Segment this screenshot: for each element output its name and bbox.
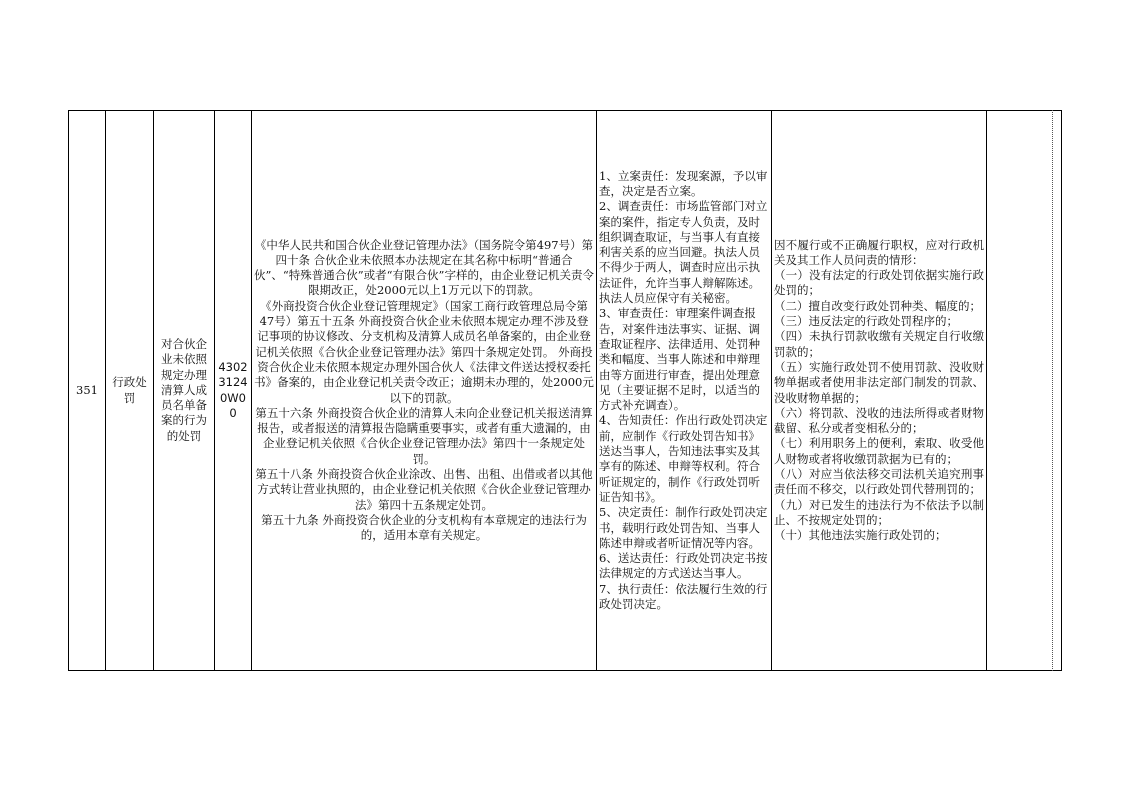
basis-paragraph: 《外商投资合伙企业登记管理规定》（国家工商行政管理总局令第47号）第五十五条 外商投资合伙企业未依照本规定办理不涉及登记事项的协议修改、分支机构及清算人成员名单备案的，由企业登记机关依照《合伙企业登记管理办法》第四十条规定处罚。 外商投资合伙企业未依照本规定办理外国合伙人《法律文件送达授权委托书》备案的，由企业登记机关责令改正；逾期未办理的，处2000元以下的罚款。	[254, 298, 594, 405]
accountability-item: （二）擅自改变行政处罚种类、幅度的；	[774, 298, 981, 313]
accountability-item: （七）利用职务上的便利，索取、收受他人财物或者将收缴罚款据为已有的；	[774, 436, 984, 466]
power-list-table	[68, 110, 1062, 671]
accountability-item: （四）未执行罚款收缴有关规定自行收缴罚款的；	[774, 329, 984, 359]
responsibility-item: 7、执行责任：依法履行生效的行政处罚决定。	[599, 581, 768, 611]
accountability-item: （十）其他违法实施行政处罚的；	[774, 528, 947, 543]
table-row	[69, 111, 1062, 671]
page-edge-divider	[1052, 110, 1053, 671]
responsibility-item: 3、审查责任：审理案件调查报告，对案件违法事实、证据、调查取证程序、法律适用、处罚种类和幅度、当事人陈述和申辩理由等方面进行审查，提出处理意见（主要证据不足时，以适当的方式补充调查）。	[599, 306, 760, 413]
power-category: 行政处罚	[106, 111, 154, 671]
legal-basis	[252, 111, 597, 671]
responsibility-items	[597, 111, 772, 671]
accountability-item: （三）违反法定的行政处罚程序的；	[774, 314, 958, 329]
accountability-item: 因不履行或不正确履行职权，应对行政机关及其工作人员问责的情形：	[774, 237, 984, 267]
accountability-cases	[772, 111, 987, 671]
responsibility-item: 6、送达责任：行政处罚决定书按法律规定的方式送达当事人。	[599, 551, 768, 581]
accountability-item: （一）没有法定的行政处罚依据实施行政处罚的；	[774, 268, 984, 298]
row-index: 351	[69, 111, 106, 671]
responsibility-item: 4、告知责任：作出行政处罚决定前，应制作《行政处罚告知书》送达当事人，告知违法事实及其享有的陈述、申辩等权利。符合听证规定的，制作《行政处罚听证告知书》。	[599, 413, 768, 504]
item-name: 对合伙企业未依照规定办理清算人成员名单备案的行为的处罚	[154, 111, 215, 671]
basis-paragraph: 第五十六条 外商投资合伙企业的清算人未向企业登记机关报送清算报告，或者报送的清算报告隐瞒重要事实，或者有重大遗漏的，由企业登记机关依照《合伙企业登记管理办法》第四十一条规定处罚。	[255, 405, 593, 466]
basis-paragraph: 《中华人民共和国合伙企业登记管理办法》（国务院令第497号）第四十条 合伙企业未依照本办法规定在其名称中标明“普通合伙”、“特殊普通合伙”或者“有限合伙”字样的，由企业登记机关责令限期改正，处2000元以上1万元以下的罚款。	[254, 237, 594, 298]
responsibility-item: 1、立案责任：发现案源，予以审查，决定是否立案。	[599, 168, 768, 198]
item-code: 43023124 0W00	[215, 111, 252, 671]
responsibility-item: 5、决定责任：制作行政处罚决定书，载明行政处罚告知、当事人陈述申辩或者听证情况等内容。	[599, 505, 768, 550]
basis-paragraph: 第五十八条 外商投资合伙企业涂改、出售、出租、出借或者以其他方式转让营业执照的，由企业登记机关依照《合伙企业登记管理办法》第四十五条规定处罚。	[255, 466, 593, 512]
basis-paragraph: 第五十九条 外商投资合伙企业的分支机构有本章规定的违法行为的，适用本章有关规定。	[261, 512, 587, 543]
responsibility-item: 2、调查责任：市场监管部门对立案的案件，指定专人负责，及时组织调查取证，与当事人有直接利害关系的应当回避。执法人员不得少于两人，调查时应出示执法证件，允许当事人辩解陈述。执法人员应保守有关秘密。	[599, 199, 768, 306]
accountability-item: （六）将罚款、没收的违法所得或者财物截留、私分或者变相私分的；	[774, 405, 984, 436]
accountability-item: （八）对应当依法移交司法机关追究刑事责任而不移交，以行政处罚代替刑罚的；	[774, 466, 984, 497]
remarks-cell	[987, 111, 1062, 671]
accountability-item: （九）对已发生的违法行为不依法予以制止、不按规定处罚的；	[774, 497, 984, 527]
accountability-item: （五）实施行政处罚不使用罚款、没收财物单据或者使用非法定部门制发的罚款、没收财物单据的；	[774, 359, 984, 405]
